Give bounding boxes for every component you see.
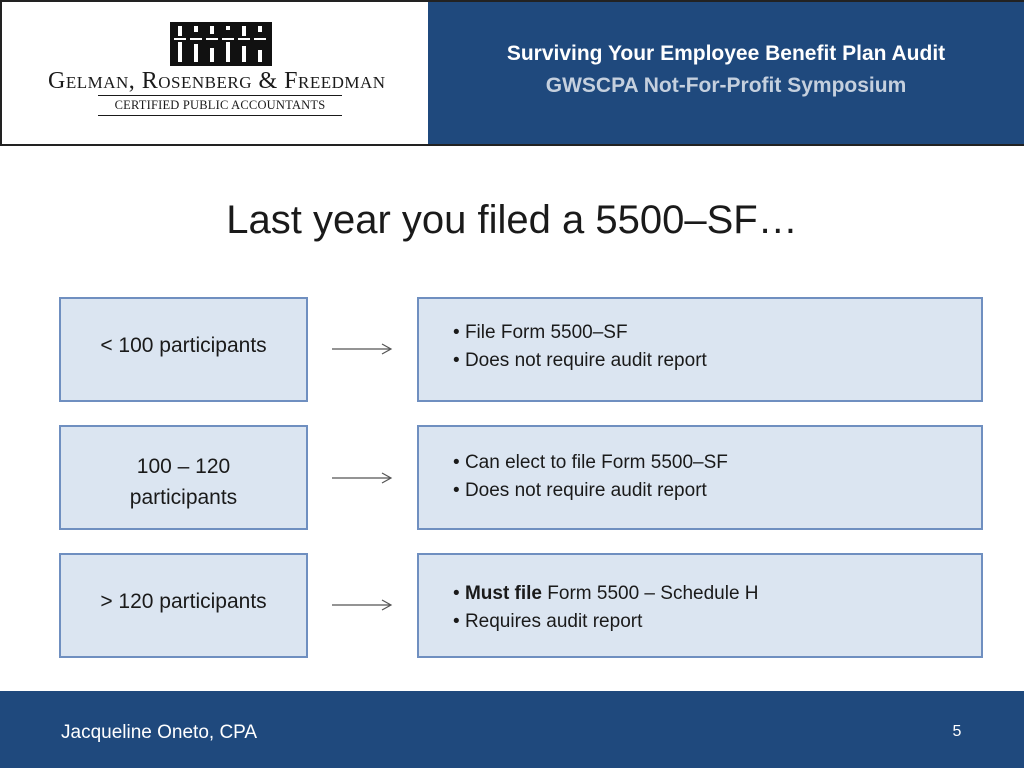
arrow-right-icon <box>332 342 394 356</box>
bullet-item: • Does not require audit report <box>453 350 707 371</box>
firm-tagline: CERTIFIED PUBLIC ACCOUNTANTS <box>114 98 326 112</box>
bullet-list <box>453 319 707 375</box>
condition-text: > 120 participants <box>100 590 267 613</box>
bullet-item: • File Form 5500–SF <box>453 322 628 343</box>
condition-line: 100 – 120 <box>136 455 231 478</box>
slide-footer <box>0 691 1024 768</box>
firm-divider <box>98 95 342 96</box>
bullet-list <box>453 449 728 505</box>
outcome-box-row-2 <box>417 425 983 530</box>
outcome-box-row-3 <box>417 553 983 658</box>
bullet-item: • Requires audit report <box>453 611 643 632</box>
condition-box-row-1 <box>59 297 308 402</box>
bullet-item: • Does not require audit report <box>453 480 707 501</box>
bullet-list <box>453 580 759 636</box>
condition-box-row-3 <box>59 553 308 658</box>
slide-title: Last year you filed a 5500–SF… <box>226 198 798 242</box>
slide-header <box>0 0 1024 146</box>
firm-name: Gelman, Rosenberg & Freedman <box>48 68 386 94</box>
condition-box-row-2 <box>59 425 308 530</box>
condition-text <box>61 451 306 513</box>
condition-text: < 100 participants <box>100 334 267 357</box>
arrow-right-icon <box>332 471 394 485</box>
page-number: 5 <box>952 723 962 740</box>
firm-logo <box>2 2 428 144</box>
presentation-subtitle: GWSCPA Not-For-Profit Symposium <box>545 74 907 97</box>
firm-divider-bottom <box>98 115 342 116</box>
header-title-panel <box>428 2 1024 144</box>
presenter-name: Jacqueline Oneto, CPA <box>61 722 258 743</box>
bullet-item: • Can elect to file Form 5500–SF <box>453 452 728 473</box>
bullet-item: • Must file Form 5500 – Schedule H <box>453 583 759 604</box>
condition-line: participants <box>129 486 238 509</box>
arrow-right-icon <box>332 598 394 612</box>
abacus-logo-icon <box>170 22 272 66</box>
presentation-title: Surviving Your Employee Benefit Plan Audit <box>506 42 946 65</box>
outcome-box-row-1 <box>417 297 983 402</box>
